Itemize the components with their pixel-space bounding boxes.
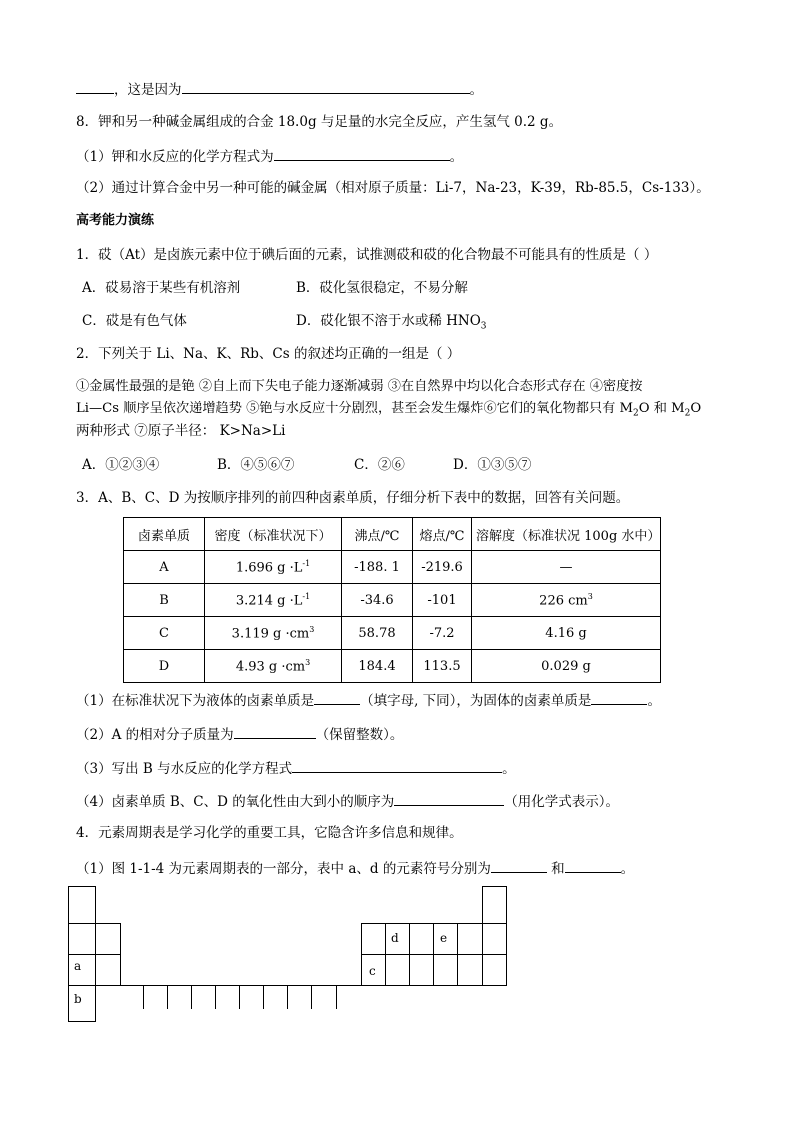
practice-3-q2: （2）A 的相对分子质量为 （保留整数）。 [76,724,403,744]
pt-divider [385,923,386,986]
pt-divider [143,985,144,1009]
pt-divider [167,985,168,1009]
pt-divider [239,985,240,1009]
table-cell: B [124,584,205,617]
pt-cell-b [68,985,96,1022]
pt-divider [433,923,434,986]
answer-blank[interactable] [182,79,470,94]
answer-blank[interactable] [565,858,621,873]
table-header: 密度（标准状况下） [205,518,342,551]
table-cell: -219.6 [413,551,472,584]
pt-cell [95,954,121,986]
table-cell: 226 $cm^3$ [472,584,661,617]
pt-divider [287,985,288,1009]
pt-row-line [361,954,507,955]
table-cell: — [472,551,661,584]
table-cell: 3.214 $g \cdot L^{-1}$ [205,584,342,617]
table-header: 溶解度（标准状况 100g 水中） [472,518,661,551]
practice-1-option-d[interactable]: D．砹化银不溶于水或稀 $HNO_3$ [296,313,487,332]
table-cell: -7.2 [413,617,472,650]
pt-divider [336,985,337,1009]
pt-cell [68,923,96,955]
practice-2-option-c[interactable]: C．②⑥ [354,457,405,473]
practice-4-stem: 4．元素周期表是学习化学的重要工具，它隐含许多信息和规律。 [76,825,463,841]
table-cell: -101 [413,584,472,617]
pt-label-c: c [369,964,376,978]
table-row [124,617,661,650]
table-cell: 113.5 [413,650,472,683]
practice-2-stem: 2．下列关于 Li、Na、K、Rb、Cs 的叙述均正确的一组是（ ） [76,346,461,362]
answer-blank[interactable] [292,758,502,773]
pt-divider [191,985,192,1009]
practice-2-statements-1: ①金属性最强的是铯 ②自上而下失电子能力逐渐减弱 ③在自然界中均以化合态形式存在 ④密度按 [76,379,643,394]
table-row [124,650,661,683]
answer-line-top: ，这是因为 。 [76,79,483,99]
table-cell: C [124,617,205,650]
practice-2-option-a[interactable]: A．①②③④ [82,457,160,473]
practice-2-option-d[interactable]: D．①③⑤⑦ [453,457,532,473]
pt-cell [95,923,121,955]
practice-2-option-b[interactable]: B．④⑤⑥⑦ [217,457,295,473]
halogen-data-table [123,517,661,683]
table-cell: 184.4 [342,650,413,683]
question-8-sub2: （2）通过计算合金中另一种可能的碱金属（相对原子质量：Li-7，Na-23，K-39，Rb-85.5，Cs-133）。 [76,180,710,196]
practice-3-q1: （1）在标准状况下为液体的卤素单质是 （填字母, 下同），为固体的卤素单质是 。 [76,690,661,710]
pt-divider [409,923,410,986]
answer-blank[interactable] [314,690,360,705]
practice-4-q1: （1）图 1-1-4 为元素周期表的一部分，表中 a、d 的元素符号分别为 和 。 [76,858,634,878]
table-row [124,551,661,584]
pt-divider [482,923,483,986]
question-8-stem: 8．钾和另一种碱金属组成的合金 18.0g 与足量的水完全反应，产生氢气 0.2 g。 [76,114,563,130]
pt-cell [482,886,507,924]
section-title: 高考能力演练 [76,213,155,228]
table-header: 卤素单质 [124,518,205,551]
answer-blank[interactable] [76,79,114,94]
table-header-row [124,518,661,551]
table-cell: D [124,650,205,683]
practice-1-option-c[interactable]: C．砹是有色气体 [82,313,187,329]
table-cell: 58.78 [342,617,413,650]
table-cell: 1.696 $g \cdot L^{-1}$ [205,551,342,584]
pt-label-d: d [391,931,399,945]
pt-label-a: a [74,959,82,973]
question-8-sub1: （1）钾和水反应的化学方程式为 。 [76,146,463,166]
practice-3-q3: （3）写出 B 与水反应的化学方程式 。 [76,758,516,778]
pt-label-b: b [74,992,82,1006]
practice-3-stem: 3．A、B、C、D 为按顺序排列的前四种卤素单质，仔细分析下表中的数据，回答有关问题。 [76,490,630,506]
table-cell: -34.6 [342,584,413,617]
table-cell: 3.119 $g \cdot cm^3$ [205,617,342,650]
pt-divider [457,923,458,986]
answer-blank[interactable] [394,791,504,806]
table-cell: -188. 1 [342,551,413,584]
answer-blank[interactable] [591,690,647,705]
pt-cell-a [68,954,96,986]
table-cell: 4.16 g [472,617,661,650]
practice-2-statements-3: 两种形式 ⑦原子半径： K>Na>Li [76,423,286,439]
table-header: 沸点/℃ [342,518,413,551]
practice-2-statements-2: Li—Cs 顺序呈依次递增趋势 ⑤铯与水反应十分剧烈，甚至会发生爆炸⑥它们的氧化物都只有 $M_2O$ 和 $M_2O$ [76,401,702,419]
practice-1-stem: 1．砹（At）是卤族元素中位于碘后面的元素，试推测砹和砹的化合物最不可能具有的性质是（ ） [76,247,658,263]
pt-label-e: e [440,931,448,945]
practice-3-q4: （4）卤素单质 B、C、D 的氧化性由大到小的顺序为 （用化学式表示）。 [76,791,619,811]
pt-divider [215,985,216,1009]
answer-blank[interactable] [491,858,547,873]
table-header: 熔点/℃ [413,518,472,551]
practice-1-option-b[interactable]: B．砹化氢很稳定，不易分解 [296,280,468,296]
pt-divider [263,985,264,1009]
pt-cell [68,886,96,924]
pt-divider [311,985,312,1009]
practice-1-option-a[interactable]: A．砹易溶于某些有机溶剂 [82,280,241,296]
answer-blank[interactable] [274,146,450,161]
table-row [124,584,661,617]
table-cell: 4.93 $g \cdot cm^3$ [205,650,342,683]
table-cell: A [124,551,205,584]
answer-blank[interactable] [234,724,316,739]
table-cell: 0.029 g [472,650,661,683]
